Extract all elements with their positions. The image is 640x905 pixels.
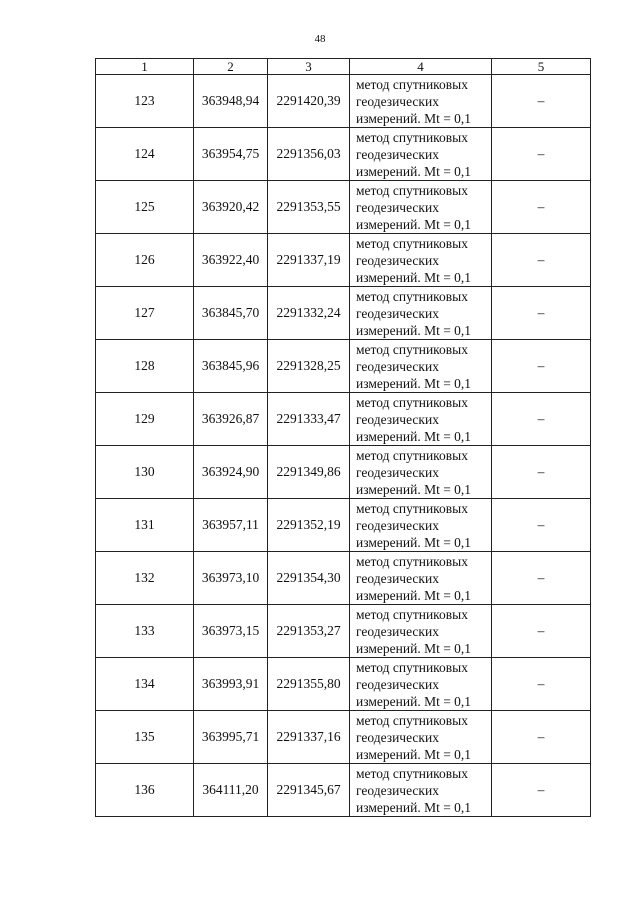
method-line: геодезических: [356, 729, 439, 745]
method-line: метод спутниковых: [356, 712, 468, 728]
x-coordinate-cell: 363924,90: [194, 446, 268, 499]
y-coordinate-cell: 2291333,47: [268, 393, 350, 446]
method-line: метод спутниковых: [356, 553, 468, 569]
method-line: метод спутниковых: [356, 129, 468, 145]
y-coordinate-cell: 2291420,39: [268, 75, 350, 128]
method-line: метод спутниковых: [356, 288, 468, 304]
x-coordinate-cell: 363845,96: [194, 340, 268, 393]
method-cell: [350, 181, 492, 234]
y-coordinate-cell: 2291353,27: [268, 605, 350, 658]
method-line: измерений. Mt = 0,1: [356, 269, 472, 285]
table-row: [96, 393, 591, 446]
method-line: измерений. Mt = 0,1: [356, 587, 472, 603]
coordinates-table: [95, 58, 591, 817]
method-cell: [350, 340, 492, 393]
method-line: измерений. Mt = 0,1: [356, 799, 472, 815]
method-line: измерений. Mt = 0,1: [356, 375, 472, 391]
point-number-cell: 129: [96, 393, 194, 446]
column-header-2: 2: [194, 59, 268, 75]
method-line: измерений. Mt = 0,1: [356, 163, 472, 179]
x-coordinate-cell: 363926,87: [194, 393, 268, 446]
point-number-cell: 133: [96, 605, 194, 658]
point-number-cell: 127: [96, 287, 194, 340]
x-coordinate-cell: 363845,70: [194, 287, 268, 340]
table-row: [96, 658, 591, 711]
note-cell: –: [492, 499, 591, 552]
method-line: метод спутниковых: [356, 500, 468, 516]
method-line: геодезических: [356, 570, 439, 586]
y-coordinate-cell: 2291353,55: [268, 181, 350, 234]
x-coordinate-cell: 363957,11: [194, 499, 268, 552]
point-number-cell: 134: [96, 658, 194, 711]
method-line: геодезических: [356, 358, 439, 374]
method-cell: [350, 499, 492, 552]
method-cell: [350, 711, 492, 764]
y-coordinate-cell: 2291356,03: [268, 128, 350, 181]
method-cell: [350, 446, 492, 499]
column-header-1: 1: [96, 59, 194, 75]
method-cell: [350, 287, 492, 340]
point-number-cell: 136: [96, 764, 194, 817]
x-coordinate-cell: 364111,20: [194, 764, 268, 817]
table-row: [96, 128, 591, 181]
point-number-cell: 131: [96, 499, 194, 552]
y-coordinate-cell: 2291337,19: [268, 234, 350, 287]
method-cell: [350, 393, 492, 446]
method-line: измерений. Mt = 0,1: [356, 322, 472, 338]
method-line: геодезических: [356, 517, 439, 533]
note-cell: –: [492, 234, 591, 287]
method-line: метод спутниковых: [356, 235, 468, 251]
note-cell: –: [492, 658, 591, 711]
table-row: [96, 605, 591, 658]
point-number-cell: 135: [96, 711, 194, 764]
method-cell: [350, 658, 492, 711]
point-number-cell: 132: [96, 552, 194, 605]
y-coordinate-cell: 2291345,67: [268, 764, 350, 817]
method-line: измерений. Mt = 0,1: [356, 216, 472, 232]
method-cell: [350, 128, 492, 181]
y-coordinate-cell: 2291354,30: [268, 552, 350, 605]
method-line: геодезических: [356, 464, 439, 480]
method-line: метод спутниковых: [356, 341, 468, 357]
x-coordinate-cell: 363995,71: [194, 711, 268, 764]
y-coordinate-cell: 2291337,16: [268, 711, 350, 764]
page-number: 48: [314, 33, 326, 45]
method-line: геодезических: [356, 411, 439, 427]
method-line: метод спутниковых: [356, 76, 468, 92]
table-row: [96, 552, 591, 605]
method-line: измерений. Mt = 0,1: [356, 428, 472, 444]
x-coordinate-cell: 363920,42: [194, 181, 268, 234]
method-line: геодезических: [356, 305, 439, 321]
method-line: геодезических: [356, 252, 439, 268]
note-cell: –: [492, 446, 591, 499]
note-cell: –: [492, 393, 591, 446]
method-cell: [350, 234, 492, 287]
note-cell: –: [492, 128, 591, 181]
x-coordinate-cell: 363922,40: [194, 234, 268, 287]
table-row: [96, 499, 591, 552]
point-number-cell: 130: [96, 446, 194, 499]
point-number-cell: 128: [96, 340, 194, 393]
note-cell: –: [492, 287, 591, 340]
x-coordinate-cell: 363948,94: [194, 75, 268, 128]
method-line: геодезических: [356, 676, 439, 692]
x-coordinate-cell: 363973,15: [194, 605, 268, 658]
table-header-row: [96, 59, 591, 75]
table-row: [96, 234, 591, 287]
y-coordinate-cell: 2291332,24: [268, 287, 350, 340]
method-line: геодезических: [356, 146, 439, 162]
y-coordinate-cell: 2291349,86: [268, 446, 350, 499]
method-line: метод спутниковых: [356, 606, 468, 622]
column-header-5: 5: [492, 59, 591, 75]
method-line: геодезических: [356, 623, 439, 639]
point-number-cell: 125: [96, 181, 194, 234]
method-line: метод спутниковых: [356, 659, 468, 675]
note-cell: –: [492, 605, 591, 658]
point-number-cell: 126: [96, 234, 194, 287]
note-cell: –: [492, 181, 591, 234]
column-header-4: 4: [350, 59, 492, 75]
method-line: измерений. Mt = 0,1: [356, 746, 472, 762]
note-cell: –: [492, 75, 591, 128]
method-line: метод спутниковых: [356, 765, 468, 781]
method-line: измерений. Mt = 0,1: [356, 110, 472, 126]
method-line: геодезических: [356, 93, 439, 109]
table-row: [96, 764, 591, 817]
y-coordinate-cell: 2291352,19: [268, 499, 350, 552]
table-row: [96, 181, 591, 234]
method-line: метод спутниковых: [356, 394, 468, 410]
table-row: [96, 446, 591, 499]
note-cell: –: [492, 340, 591, 393]
method-cell: [350, 75, 492, 128]
method-line: измерений. Mt = 0,1: [356, 693, 472, 709]
y-coordinate-cell: 2291355,80: [268, 658, 350, 711]
table-row: [96, 287, 591, 340]
note-cell: –: [492, 764, 591, 817]
note-cell: –: [492, 711, 591, 764]
method-cell: [350, 764, 492, 817]
method-line: метод спутниковых: [356, 447, 468, 463]
method-line: метод спутниковых: [356, 182, 468, 198]
table-row: [96, 711, 591, 764]
table-body: [96, 75, 591, 817]
method-line: измерений. Mt = 0,1: [356, 640, 472, 656]
x-coordinate-cell: 363993,91: [194, 658, 268, 711]
point-number-cell: 124: [96, 128, 194, 181]
x-coordinate-cell: 363973,10: [194, 552, 268, 605]
x-coordinate-cell: 363954,75: [194, 128, 268, 181]
method-cell: [350, 552, 492, 605]
method-cell: [350, 605, 492, 658]
note-cell: –: [492, 552, 591, 605]
method-line: измерений. Mt = 0,1: [356, 534, 472, 550]
method-line: геодезических: [356, 782, 439, 798]
method-line: геодезических: [356, 199, 439, 215]
column-header-3: 3: [268, 59, 350, 75]
table-row: [96, 340, 591, 393]
table-row: [96, 75, 591, 128]
method-line: измерений. Mt = 0,1: [356, 481, 472, 497]
y-coordinate-cell: 2291328,25: [268, 340, 350, 393]
point-number-cell: 123: [96, 75, 194, 128]
